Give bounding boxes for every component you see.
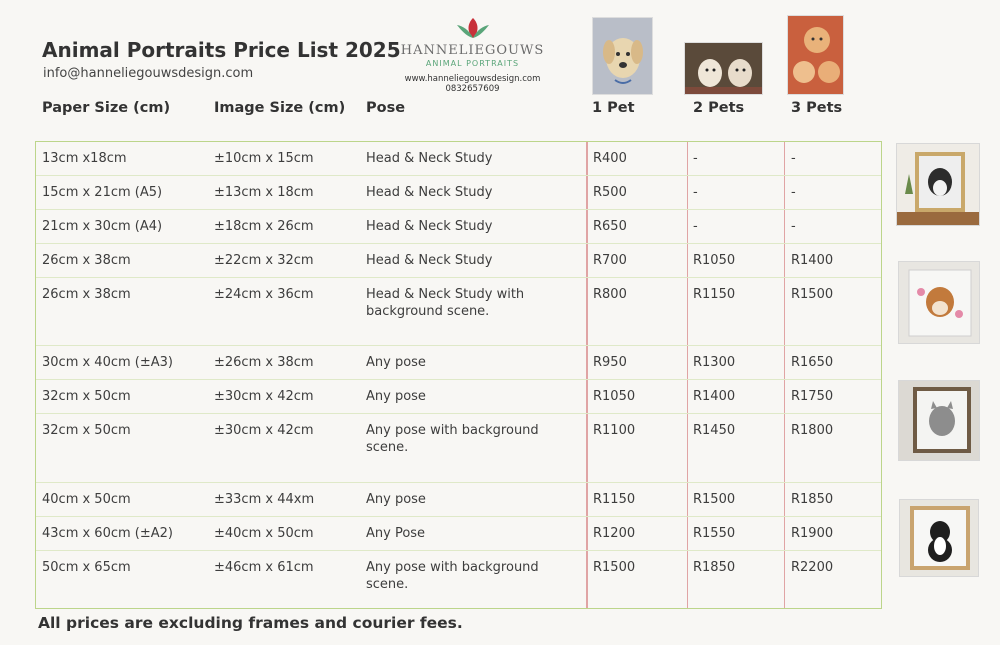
table-row [36, 380, 881, 414]
price-2-pets-cell: - [693, 219, 698, 234]
price-1-pet-cell: R1150 [593, 492, 636, 507]
pose-cell: Head & Neck Study [366, 219, 493, 234]
image-size-cell: ±24cm x 36cm [214, 287, 314, 302]
one-pet-sample-image [592, 17, 653, 95]
price-1-pet-cell: R1050 [593, 389, 636, 404]
price-1-pet-cell: R400 [593, 151, 627, 166]
framed-cat-example-image [898, 380, 980, 461]
framed-border-collie-example-image [899, 499, 979, 577]
price-3-pets-cell: R1900 [791, 526, 834, 541]
image-size-cell: ±26cm x 38cm [214, 355, 314, 370]
pose-cell: Head & Neck Study [366, 151, 493, 166]
price-3-pets-cell: - [791, 151, 796, 166]
header-3-pets: 3 Pets [791, 100, 843, 116]
price-1-pet-cell: R700 [593, 253, 627, 268]
pose-cell: Any pose [366, 492, 426, 507]
pose-cell: Any pose with background scene. [366, 560, 539, 592]
price-2-pets-cell: R1400 [693, 389, 736, 404]
brand-logo [400, 16, 545, 94]
header-1-pet: 1 Pet [592, 100, 635, 116]
price-3-pets-cell: R1750 [791, 389, 834, 404]
paper-size-cell: 26cm x 38cm [42, 287, 131, 302]
pose-cell: Head & Neck Study [366, 253, 493, 268]
price-2-pets-cell: R1500 [693, 492, 736, 507]
page-title: Animal Portraits Price List 2025 [42, 38, 401, 62]
price-3-pets-cell: R1650 [791, 355, 834, 370]
paper-size-cell: 26cm x 38cm [42, 253, 131, 268]
table-row [36, 244, 881, 278]
paper-size-cell: 40cm x 50cm [42, 492, 131, 507]
table-row [36, 346, 881, 380]
footer-note: All prices are excluding frames and courier fees. [38, 614, 463, 632]
table-row [36, 142, 881, 176]
framed-puppy-example-image [898, 261, 980, 344]
price-1-pet-cell: R1200 [593, 526, 636, 541]
price-1-pet-cell: R500 [593, 185, 627, 200]
image-size-cell: ±22cm x 32cm [214, 253, 314, 268]
image-size-cell: ±30cm x 42cm [214, 389, 314, 404]
image-size-cell: ±40cm x 50cm [214, 526, 314, 541]
price-1-pet-cell: R650 [593, 219, 627, 234]
price-table [35, 141, 882, 609]
pose-cell: Any Pose [366, 526, 426, 541]
price-3-pets-cell: R2200 [791, 560, 834, 575]
image-size-cell: ±46cm x 61cm [214, 560, 314, 575]
logo-name: HANNELIEGOUWS [400, 43, 545, 58]
image-size-cell: ±33cm x 44xm [214, 492, 315, 507]
table-row [36, 551, 881, 608]
logo-subtitle: ANIMAL PORTRAITS [425, 59, 520, 68]
two-pets-sample-image [684, 42, 763, 95]
price-1-pet-cell: R1500 [593, 560, 636, 575]
price-2-pets-cell: - [693, 185, 698, 200]
paper-size-cell: 15cm x 21cm (A5) [42, 185, 163, 200]
price-3-pets-cell: - [791, 185, 796, 200]
framed-dog-example-image [896, 143, 980, 226]
table-row [36, 414, 881, 483]
price-2-pets-cell: R1450 [693, 423, 736, 438]
paper-size-cell: 50cm x 65cm [42, 560, 131, 575]
price-3-pets-cell: R1500 [791, 287, 834, 302]
phone-number: 0832657609 [445, 84, 500, 94]
header-paper-size: Paper Size (cm) [42, 100, 171, 116]
price-1-pet-cell: R1100 [593, 423, 636, 438]
price-2-pets-cell: R1550 [693, 526, 736, 541]
website-url[interactable]: www.hanneliegouwsdesign.com [404, 74, 541, 84]
three-pets-sample-image [787, 15, 844, 95]
pose-cell: Any pose with background scene. [366, 423, 539, 455]
image-size-cell: ±18cm x 26cm [214, 219, 314, 234]
price-1-pet-cell: R800 [593, 287, 627, 302]
table-row [36, 210, 881, 244]
pose-cell: Head & Neck Study with background scene. [366, 287, 525, 319]
paper-size-cell: 21cm x 30cm (A4) [42, 219, 163, 234]
table-row [36, 278, 881, 346]
table-row [36, 483, 881, 517]
price-3-pets-cell: R1800 [791, 423, 834, 438]
image-size-cell: ±10cm x 15cm [214, 151, 314, 166]
price-1-pet-cell: R950 [593, 355, 627, 370]
header-pose: Pose [366, 100, 406, 116]
image-size-cell: ±13cm x 18cm [214, 185, 314, 200]
lotus-logo-icon [453, 16, 493, 42]
price-3-pets-cell: R1850 [791, 492, 834, 507]
paper-size-cell: 32cm x 50cm [42, 389, 131, 404]
price-2-pets-cell: R1150 [693, 287, 736, 302]
table-row [36, 517, 881, 551]
paper-size-cell: 32cm x 50cm [42, 423, 131, 438]
price-3-pets-cell: R1400 [791, 253, 834, 268]
price-2-pets-cell: R1300 [693, 355, 736, 370]
header-image-size: Image Size (cm) [214, 100, 346, 116]
price-2-pets-cell: - [693, 151, 698, 166]
paper-size-cell: 13cm x18cm [42, 151, 127, 166]
image-size-cell: ±30cm x 42cm [214, 423, 314, 438]
table-row [36, 176, 881, 210]
price-2-pets-cell: R1850 [693, 560, 736, 575]
pose-cell: Any pose [366, 389, 426, 404]
paper-size-cell: 30cm x 40cm (±A3) [42, 355, 173, 370]
price-2-pets-cell: R1050 [693, 253, 736, 268]
price-3-pets-cell: - [791, 219, 796, 234]
paper-size-cell: 43cm x 60cm (±A2) [42, 526, 173, 541]
pose-cell: Head & Neck Study [366, 185, 493, 200]
pose-cell: Any pose [366, 355, 426, 370]
contact-email: info@hanneliegouwsdesign.com [43, 66, 254, 81]
header-2-pets: 2 Pets [693, 100, 745, 116]
